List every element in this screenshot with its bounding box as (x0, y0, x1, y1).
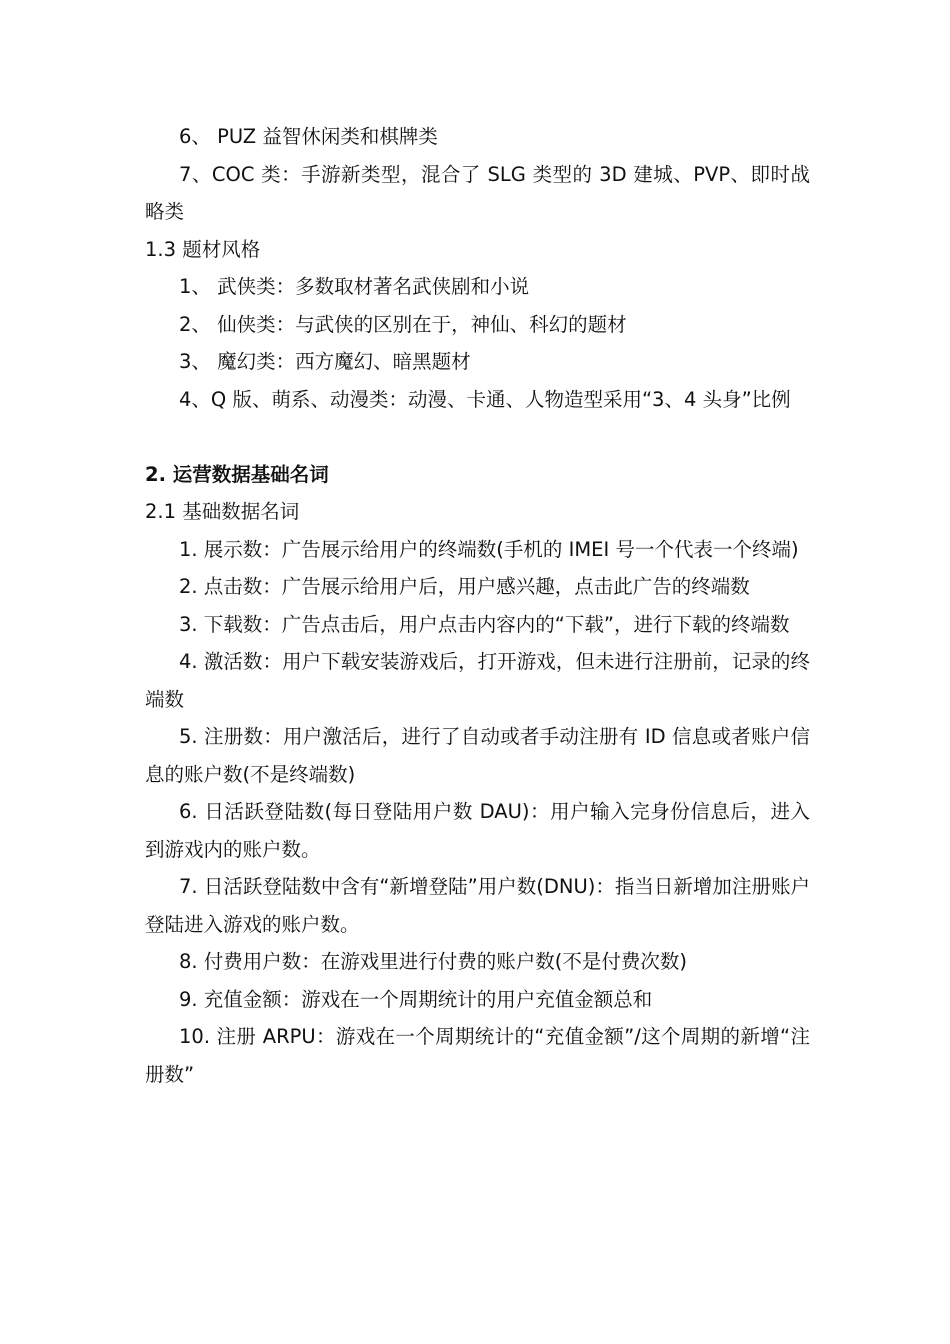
basic-data-heading: 2.1 基础数据名词 (145, 500, 300, 523)
basic-item-4: 4. 激活数：用户下载安装游戏后，打开游戏，但未进行注册前，记录的终端数 (145, 650, 810, 711)
genre-item-7: 7、COC 类：手游新类型，混合了 SLG 类型的 3D 建城、PVP、即时战略类 (145, 162, 810, 223)
basic-item-6: 6. 日活跃登陆数(每日登陆用户数 DAU)：用户输入完身份信息后，进入到游戏内的账户数。 (145, 800, 810, 861)
theme-item-4: 4、Q 版、萌系、动漫类：动漫、卡通、人物造型采用“3、4 头身”比例 (179, 387, 791, 411)
basic-item-1: 1. 展示数：广告展示给用户的终端数(手机的 IMEI 号一个代表一个终端) (179, 537, 799, 561)
theme-heading: 1.3 题材风格 (145, 237, 261, 261)
basic-item-3: 3. 下载数：广告点击后，用户点击内容内的“下载”，进行下载的终端数 (179, 612, 790, 636)
theme-item-1: 1、 武侠类：多数取材著名武侠剧和小说 (179, 275, 530, 298)
basic-item-7: 7. 日活跃登陆数中含有“新增登陆”用户数(DNU)：指当日新增加注册账户登陆进入游戏的账户数。 (145, 875, 810, 936)
basic-item-2: 2. 点击数：广告展示给用户后，用户感兴趣，点击此广告的终端数 (179, 575, 750, 598)
theme-item-2: 2、 仙侠类：与武侠的区别在于，神仙、科幻的题材 (179, 312, 627, 336)
basic-item-10: 10. 注册 ARPU：游戏在一个周期统计的“充值金额”/这个周期的新增“注册数” (145, 1025, 810, 1086)
basic-item-5: 5. 注册数：用户激活后，进行了自动或者手动注册有 ID 信息或者账户信息的账户数(不是终端数) (145, 725, 810, 786)
blank-line (145, 418, 810, 456)
genre-item-6: 6、 PUZ 益智休闲类和棋牌类 (179, 125, 438, 148)
theme-item-3: 3、 魔幻类：西方魔幻、暗黑题材 (179, 350, 471, 373)
basic-item-9: 9. 充值金额：游戏在一个周期统计的用户充值金额总和 (179, 987, 653, 1011)
basic-item-8: 8. 付费用户数：在游戏里进行付费的账户数(不是付费次数) (179, 950, 688, 973)
section-heading: 2. 运营数据基础名词 (145, 462, 329, 486)
